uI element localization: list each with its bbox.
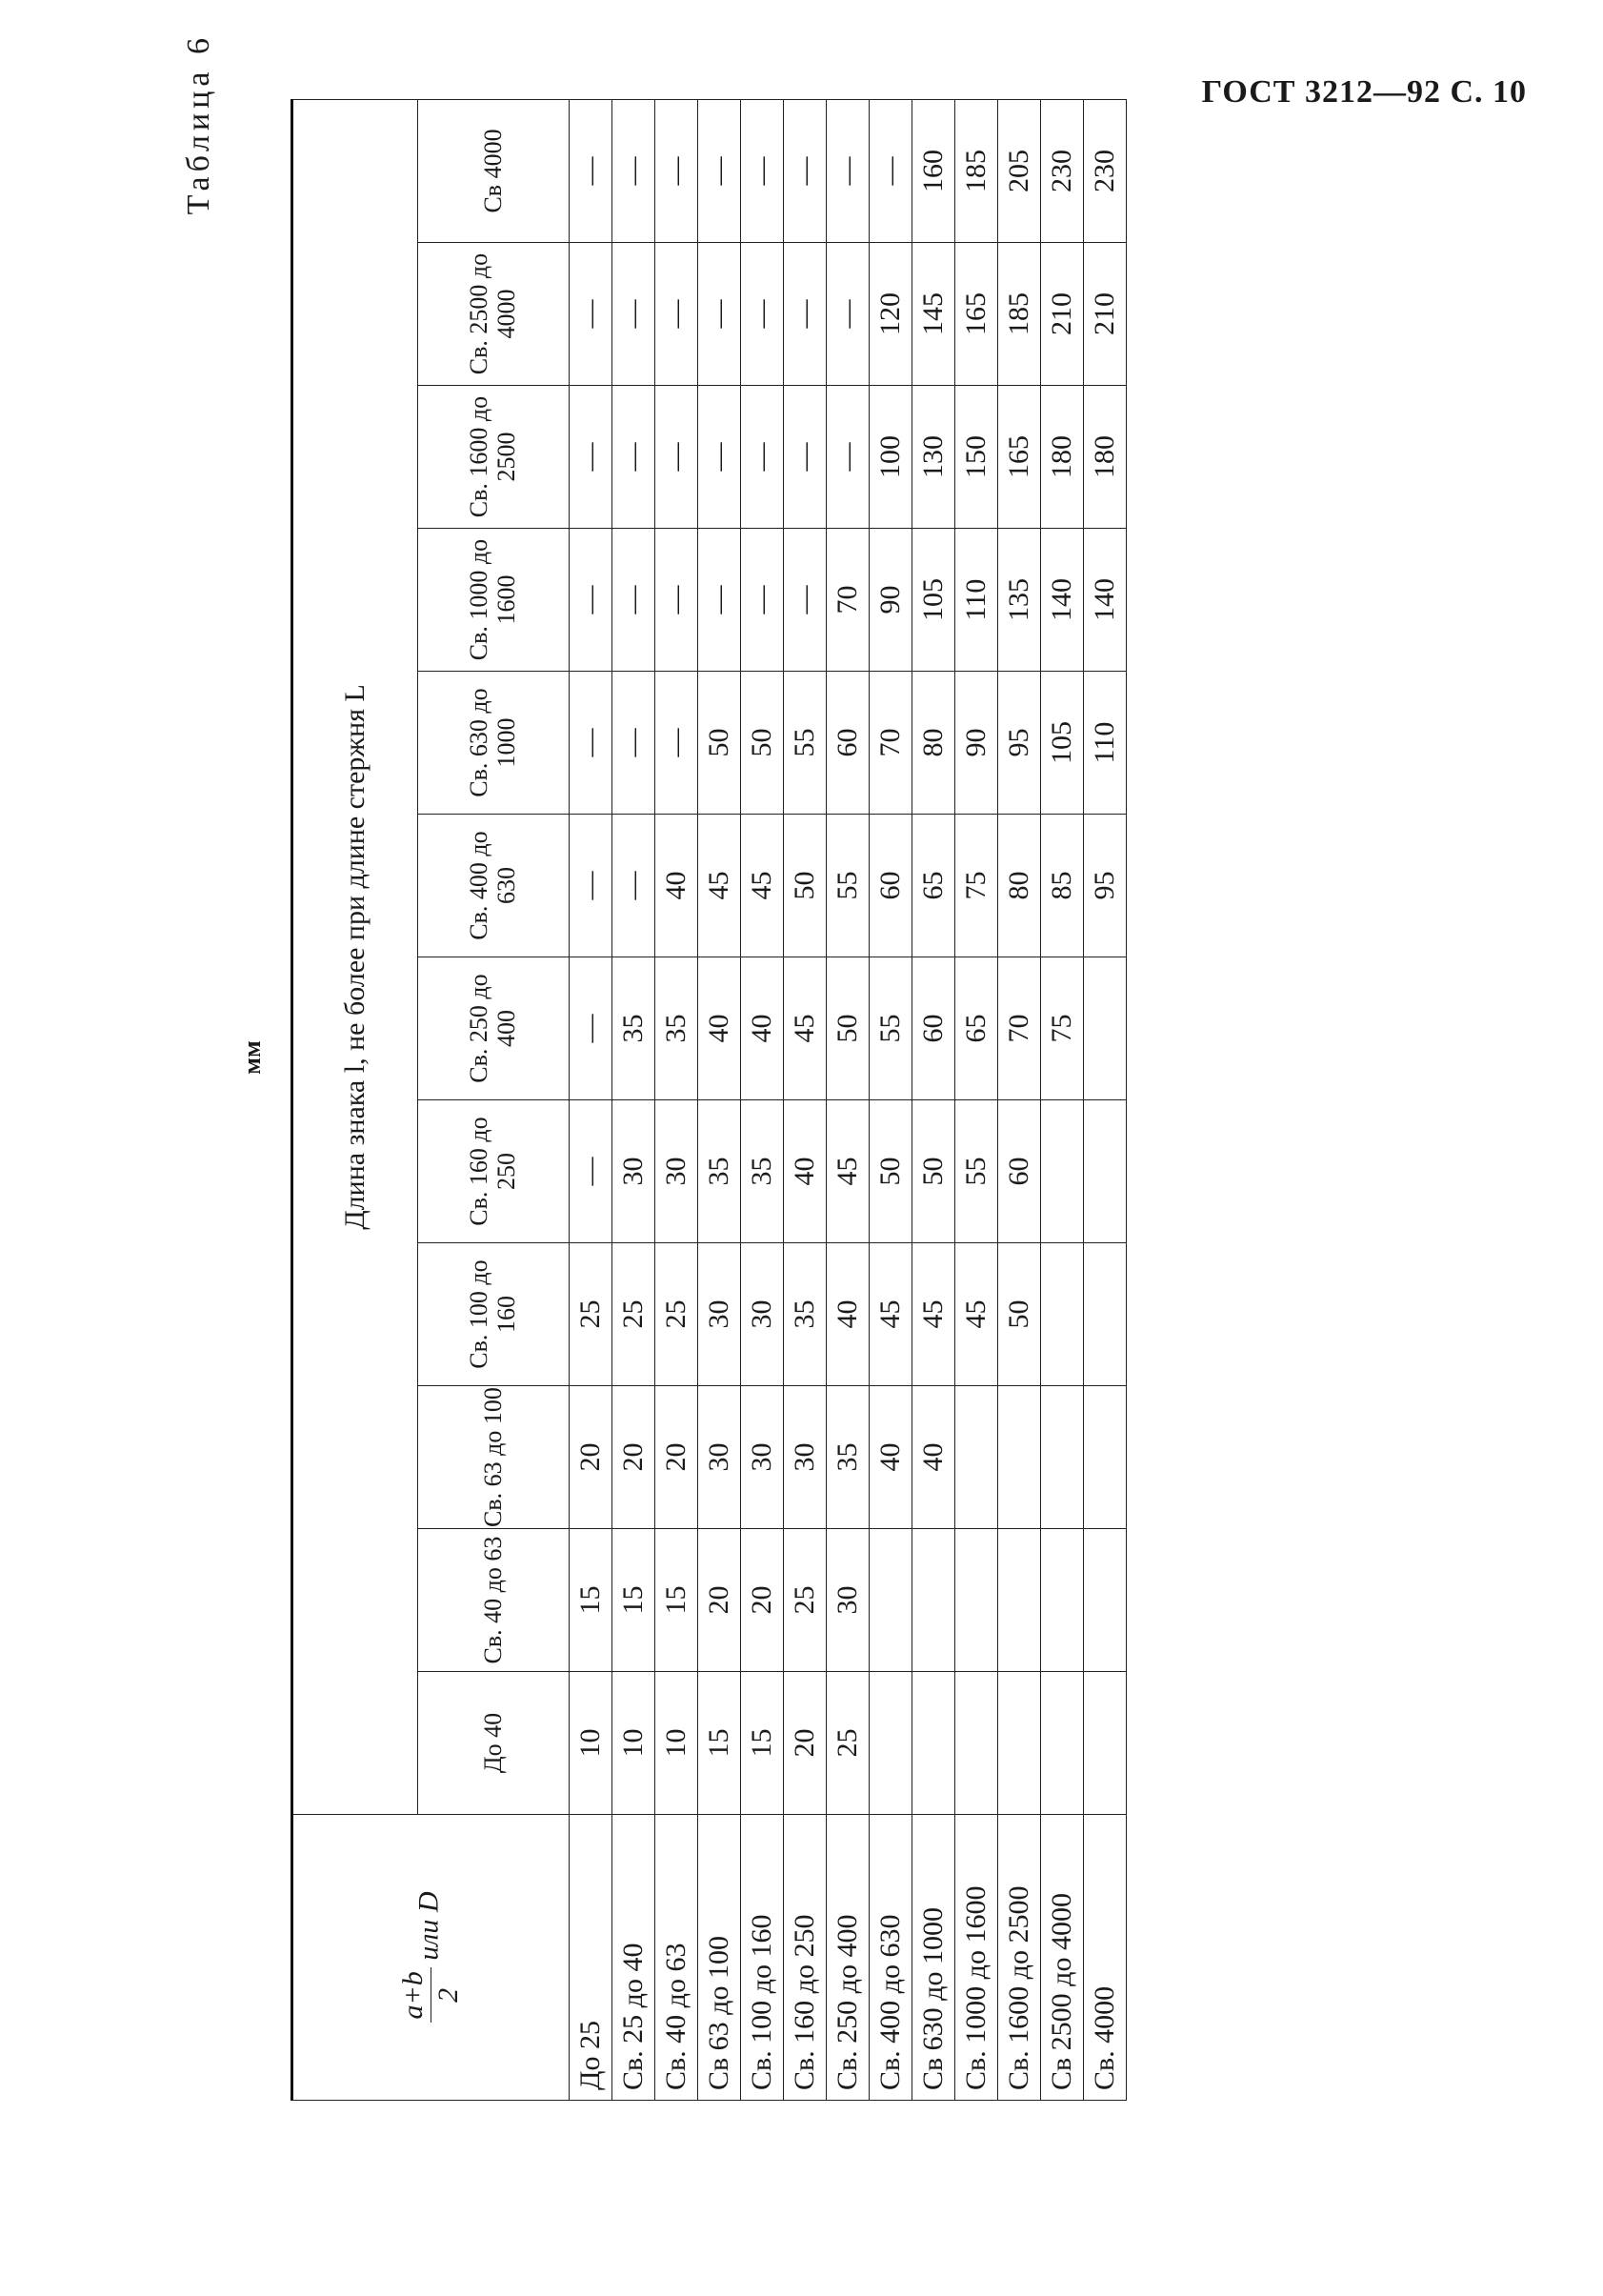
table-cell: — — [741, 99, 784, 242]
table-cell — [1084, 1100, 1127, 1243]
row-label: Св 63 до 100 — [698, 1815, 741, 2101]
table-cell: 165 — [998, 386, 1041, 529]
table-cell: 90 — [870, 529, 912, 672]
table-cell: 20 — [698, 1529, 741, 1672]
column-header: Св. 100 до 160 — [418, 1243, 570, 1386]
table-row — [1084, 99, 1127, 2100]
table-cell: — — [612, 386, 655, 529]
table-cell: 20 — [612, 1386, 655, 1529]
table-cell: 45 — [784, 957, 827, 1100]
table-cell: 80 — [912, 672, 955, 815]
table-cell: 110 — [955, 529, 998, 672]
table-cell: 45 — [870, 1243, 912, 1386]
table-cell: 85 — [1041, 815, 1084, 957]
table-cell: 60 — [870, 815, 912, 957]
table-cell — [912, 1529, 955, 1672]
table-cell: 80 — [998, 815, 1041, 957]
table-cell: 40 — [698, 957, 741, 1100]
table-cell: 15 — [698, 1672, 741, 1815]
table-cell: 130 — [912, 386, 955, 529]
table-cell: 95 — [998, 672, 1041, 815]
table-cell: 90 — [955, 672, 998, 815]
column-header: Св 4000 — [418, 99, 570, 242]
table-cell: 60 — [912, 957, 955, 1100]
table-cell: 20 — [570, 1386, 612, 1529]
column-header: Св. 160 до 250 — [418, 1100, 570, 1243]
table-cell — [998, 1529, 1041, 1672]
table-cell: 45 — [912, 1243, 955, 1386]
table-cell: 110 — [1084, 672, 1127, 815]
row-label: Св. 1000 до 1600 — [955, 1815, 998, 2101]
table-cell: 50 — [741, 672, 784, 815]
table-cell: 230 — [1084, 99, 1127, 242]
table-cell: 75 — [1041, 957, 1084, 1100]
table-cell: — — [612, 672, 655, 815]
table-cell: 105 — [1041, 672, 1084, 815]
table-cell — [870, 1672, 912, 1815]
table-cell: 40 — [827, 1243, 870, 1386]
column-header: Св. 2500 до 4000 — [418, 243, 570, 386]
table-cell: 185 — [955, 99, 998, 242]
table-cell: 70 — [998, 957, 1041, 1100]
row-label: Св. 100 до 160 — [741, 1815, 784, 2101]
row-label: Св. 400 до 630 — [870, 1815, 912, 2101]
table-cell: 165 — [955, 243, 998, 386]
table-cell: — — [655, 529, 698, 672]
table-cell: 30 — [827, 1529, 870, 1672]
table-cell: 40 — [912, 1386, 955, 1529]
table-row — [698, 99, 741, 2100]
table-cell — [1041, 1529, 1084, 1672]
table-cell: 50 — [998, 1243, 1041, 1386]
table-cell — [1084, 957, 1127, 1100]
row-label: Св. 160 до 250 — [784, 1815, 827, 2101]
table-row — [784, 99, 827, 2100]
table-cell: 55 — [784, 672, 827, 815]
table-cell: — — [655, 672, 698, 815]
table-cell: — — [612, 99, 655, 242]
row-label: Св 2500 до 4000 — [1041, 1815, 1084, 2101]
table-cell: — — [570, 815, 612, 957]
column-header: Св. 400 до 630 — [418, 815, 570, 957]
table-cell: 35 — [741, 1100, 784, 1243]
table-cell: 205 — [998, 99, 1041, 242]
table-cell: — — [655, 386, 698, 529]
table-cell: 140 — [1041, 529, 1084, 672]
table-cell: 25 — [655, 1243, 698, 1386]
table-cell: — — [570, 386, 612, 529]
table-cell: 95 — [1084, 815, 1127, 957]
table-cell: 30 — [698, 1386, 741, 1529]
table-cell: 10 — [570, 1672, 612, 1815]
table-cell — [1084, 1243, 1127, 1386]
table-cell: 25 — [570, 1243, 612, 1386]
row-label: Св 630 до 1000 — [912, 1815, 955, 2101]
table-cell: 35 — [655, 957, 698, 1100]
table-cell: — — [570, 529, 612, 672]
table-cell — [955, 1672, 998, 1815]
column-header: Св. 40 до 63 — [418, 1529, 570, 1672]
table-cell: 50 — [912, 1100, 955, 1243]
table-cell: — — [741, 243, 784, 386]
row-label: Св. 4000 — [1084, 1815, 1127, 2101]
table-cell: — — [570, 957, 612, 1100]
table-cell: 15 — [570, 1529, 612, 1672]
table-caption: Таблица 6 — [181, 33, 216, 215]
table-cell: 100 — [870, 386, 912, 529]
table-cell: 60 — [998, 1100, 1041, 1243]
table-cell: — — [784, 529, 827, 672]
table-cell: — — [784, 99, 827, 242]
table-cell: 75 — [955, 815, 998, 957]
table-row — [827, 99, 870, 2100]
table-cell — [1084, 1386, 1127, 1529]
row-label: Св. 25 до 40 — [612, 1815, 655, 2101]
table-cell: 135 — [998, 529, 1041, 672]
table-cell: 30 — [655, 1100, 698, 1243]
table-cell — [998, 1386, 1041, 1529]
table-cell: 40 — [870, 1386, 912, 1529]
row-label: Св. 1600 до 2500 — [998, 1815, 1041, 2101]
table-cell: 20 — [784, 1672, 827, 1815]
table-cell — [1041, 1672, 1084, 1815]
table-row — [870, 99, 912, 2100]
table-cell — [1041, 1100, 1084, 1243]
table-cell: 40 — [784, 1100, 827, 1243]
table-cell: 15 — [655, 1529, 698, 1672]
table-cell: — — [741, 529, 784, 672]
table-cell: 50 — [827, 957, 870, 1100]
row-label: До 25 — [570, 1815, 612, 2101]
table-cell: — — [570, 243, 612, 386]
table-cell: 210 — [1041, 243, 1084, 386]
table-cell: 20 — [741, 1529, 784, 1672]
column-header-suffix: или D — [412, 1891, 445, 1961]
table-cell: 10 — [612, 1672, 655, 1815]
table-cell: 50 — [698, 672, 741, 815]
table-cell — [998, 1672, 1041, 1815]
rotated-table-block — [181, 0, 1400, 2120]
table-cell: 145 — [912, 243, 955, 386]
table-cell: 35 — [827, 1386, 870, 1529]
table-row — [955, 99, 998, 2100]
table-cell — [955, 1529, 998, 1672]
table-row — [741, 99, 784, 2100]
table-cell: — — [784, 243, 827, 386]
table-cell: — — [827, 99, 870, 242]
table-cell: — — [698, 243, 741, 386]
table-row — [998, 99, 1041, 2100]
table-cell — [870, 1529, 912, 1672]
table-cell: — — [698, 99, 741, 242]
table-cell: 120 — [870, 243, 912, 386]
table-row — [655, 99, 698, 2100]
table-cell: 45 — [741, 815, 784, 957]
table-cell: 160 — [912, 99, 955, 242]
table-cell: 105 — [912, 529, 955, 672]
table-cell: 65 — [955, 957, 998, 1100]
table-cell: 180 — [1084, 386, 1127, 529]
table-cell: — — [655, 99, 698, 242]
table-cell: 230 — [1041, 99, 1084, 242]
table-cell: — — [570, 1100, 612, 1243]
table-cell: 35 — [698, 1100, 741, 1243]
table-cell: 210 — [1084, 243, 1127, 386]
table-cell: 30 — [784, 1386, 827, 1529]
table-cell — [1084, 1529, 1127, 1672]
table-cell: — — [570, 672, 612, 815]
table-cell — [912, 1672, 955, 1815]
table-row — [1041, 99, 1084, 2100]
column-header: Св. 1600 до 2500 — [418, 386, 570, 529]
table-cell — [955, 1386, 998, 1529]
table-cell: 45 — [827, 1100, 870, 1243]
table-cell: 30 — [698, 1243, 741, 1386]
table-cell: 30 — [741, 1386, 784, 1529]
table-row — [612, 99, 655, 2100]
table-cell: — — [612, 815, 655, 957]
table-cell: 25 — [612, 1243, 655, 1386]
table-cell: 185 — [998, 243, 1041, 386]
table-row — [912, 99, 955, 2100]
table-cell: 60 — [827, 672, 870, 815]
table-cell: 50 — [784, 815, 827, 957]
group-header: Длина знака l, не более при длине стержня L — [292, 99, 418, 1814]
table-cell: 10 — [655, 1672, 698, 1815]
fraction — [396, 1967, 466, 2023]
table-cell: — — [655, 243, 698, 386]
table-cell: 70 — [827, 529, 870, 672]
table-cell: — — [612, 529, 655, 672]
table-cell: 40 — [655, 815, 698, 957]
table-cell: 35 — [784, 1243, 827, 1386]
row-label: Св. 250 до 400 — [827, 1815, 870, 2101]
table-cell: — — [784, 386, 827, 529]
table-cell: 20 — [655, 1386, 698, 1529]
table-cell: — — [612, 243, 655, 386]
size-column-header — [292, 1815, 570, 2101]
table-cell: — — [870, 99, 912, 242]
table-cell — [1041, 1243, 1084, 1386]
table-cell: 55 — [870, 957, 912, 1100]
column-header: Св. 1000 до 1600 — [418, 529, 570, 672]
table-cell: — — [570, 99, 612, 242]
table-cell: 30 — [741, 1243, 784, 1386]
table-cell: 55 — [827, 815, 870, 957]
column-header: До 40 — [418, 1672, 570, 1815]
table-cell: 35 — [612, 957, 655, 1100]
table-cell: 40 — [741, 957, 784, 1100]
table-cell: — — [827, 243, 870, 386]
table-cell: 25 — [784, 1529, 827, 1672]
table-cell: 45 — [955, 1243, 998, 1386]
table-cell: — — [698, 386, 741, 529]
table-cell: — — [741, 386, 784, 529]
table-cell: 30 — [612, 1100, 655, 1243]
table-cell: — — [698, 529, 741, 672]
table-cell: 180 — [1041, 386, 1084, 529]
table-cell: 55 — [955, 1100, 998, 1243]
column-header: Св. 250 до 400 — [418, 957, 570, 1100]
column-header: Св. 63 до 100 — [418, 1386, 570, 1529]
fraction-denominator: 2 — [432, 1987, 464, 2003]
table-cell — [1084, 1672, 1127, 1815]
row-label: Св. 40 до 63 — [655, 1815, 698, 2101]
table-cell: 150 — [955, 386, 998, 529]
page-header: ГОСТ 3212—92 С. 10 — [1201, 74, 1527, 110]
table-cell: 70 — [870, 672, 912, 815]
table-cell — [1041, 1386, 1084, 1529]
table-cell: — — [827, 386, 870, 529]
table-cell: 65 — [912, 815, 955, 957]
table-cell: 25 — [827, 1672, 870, 1815]
table-row — [570, 99, 612, 2100]
table-cell: 45 — [698, 815, 741, 957]
column-header: Св. 630 до 1000 — [418, 672, 570, 815]
unit-label: мм — [238, 1040, 266, 1075]
table-cell: 15 — [741, 1672, 784, 1815]
dimension-table — [291, 99, 1127, 2101]
table-cell: 15 — [612, 1529, 655, 1672]
fraction-numerator: a+b — [396, 1967, 431, 2023]
table-cell: 140 — [1084, 529, 1127, 672]
table-cell: 50 — [870, 1100, 912, 1243]
